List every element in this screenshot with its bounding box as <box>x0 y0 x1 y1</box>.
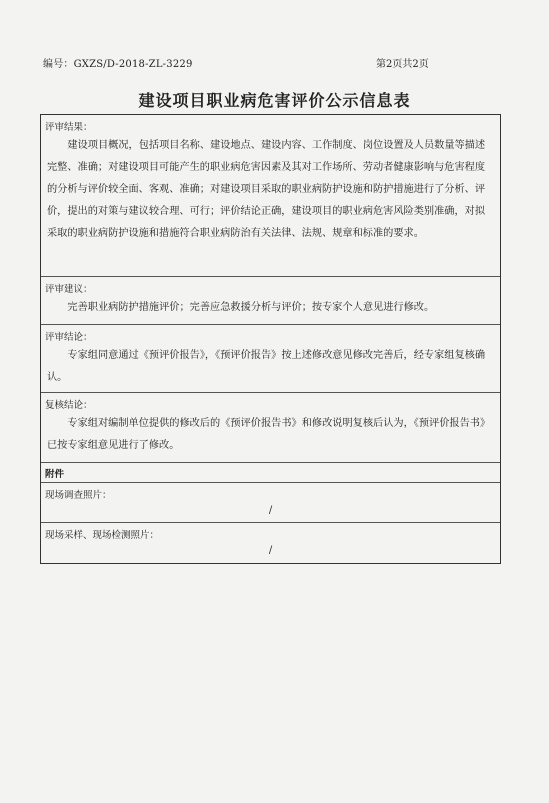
review-suggestion-label: 评审建议： <box>45 284 93 295</box>
recheck-conclusion-text: 专家组对编制单位提供的修改后的《预评价报告书》和修改说明复核后认为，《预评价报告书》已按专家组意见进行了修改。 <box>47 418 491 451</box>
site-sampling-row <box>41 523 500 563</box>
site-survey-label: 现场调查照片： <box>45 490 112 501</box>
site-survey-row <box>41 483 500 523</box>
review-result-row <box>41 115 500 277</box>
recheck-conclusion-row <box>41 393 500 463</box>
review-suggestion-text: 完善职业病防护措施评价；完善应急救援分析与评价；按专家个人意见进行修改。 <box>67 302 435 313</box>
attachment-label: 附件 <box>45 469 65 480</box>
site-sampling-value: / <box>268 545 273 556</box>
review-result-text: 建设项目概况，包括项目名称、建设地点、建设内容、工作制度、岗位设置及人员数量等描述完整、准确；对建设项目可能产生的职业病危害因素及其对工作场所、劳动者健康影响与危害程度的分析与评价较全面、客观、准确；对建设项目采取的职业病防护设施和防护措施进行了分析、评价，提出的对策与建议较合理、可行；评价结论正确，建设项目的职业病危害风险类别准确，对拟采取的职业病防护设施和措施符合职业病防治有关法律、法规、规章和标准的要求。 <box>47 140 486 239</box>
page-number: 第2页共2页 <box>376 59 429 70</box>
site-sampling-label: 现场采样、现场检测照片： <box>45 530 160 541</box>
review-suggestion-row <box>41 277 500 325</box>
review-conclusion-label: 评审结论： <box>45 332 93 343</box>
info-table <box>40 114 501 564</box>
document-number: 编号：GXZS/D-2018-ZL-3229 <box>43 59 193 70</box>
review-result-label: 评审结果： <box>45 122 93 133</box>
review-conclusion-row <box>41 325 500 393</box>
attachment-row <box>41 463 500 483</box>
review-conclusion-text: 专家组同意通过《预评价报告》，《预评价报告》按上述修改意见修改完善后，经专家组复核确认。 <box>47 350 486 383</box>
recheck-conclusion-label: 复核结论： <box>45 400 93 411</box>
page-title: 建设项目职业病危害评价公示信息表 <box>138 91 411 110</box>
site-survey-value: / <box>268 505 273 516</box>
